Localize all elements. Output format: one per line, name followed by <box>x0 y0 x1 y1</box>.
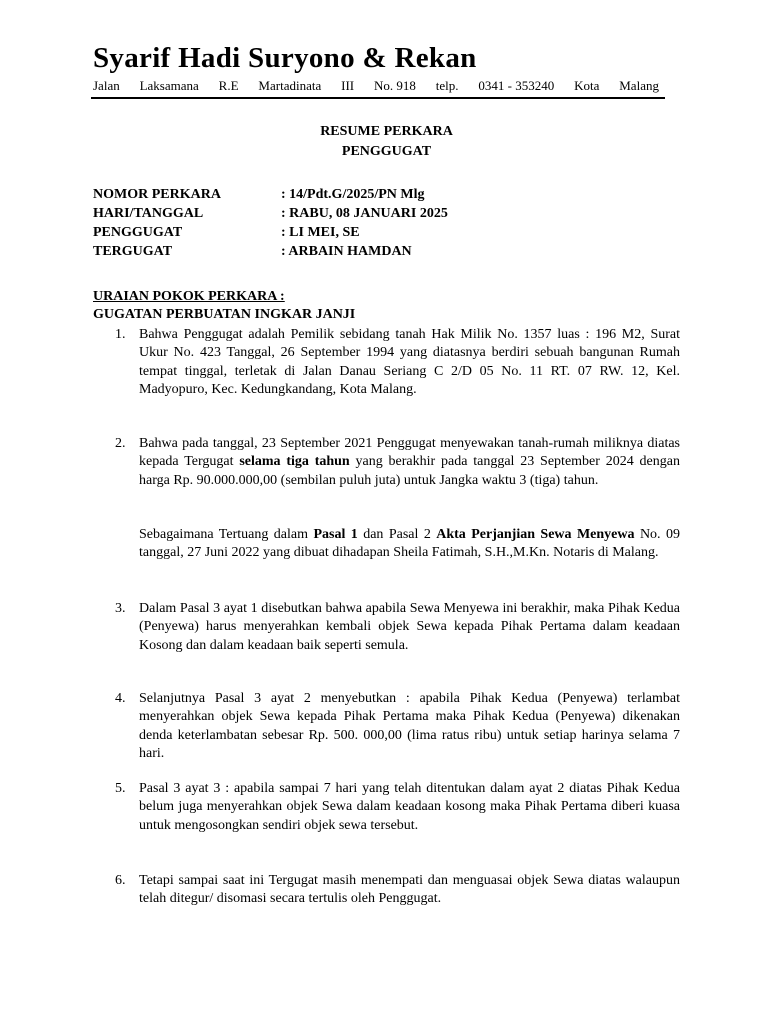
text-segment: Selanjutnya Pasal 3 ayat 2 menyebutkan : apabila Pihak Kedua (Penyewa) terlambat menyerahkan objek Sewa kepada Pihak Pertama maka Pihak Kedua (Penyewa) dikenakan denda keterlambatan sebesar Rp. 500. 000,00 (lima ratus ribu) untuk setiap harinya selama 7 hari. <box>139 691 680 761</box>
case-info-value: : RABU, 08 JANUARI 2025 <box>281 206 448 221</box>
text-segment-bold: selama tiga tahun <box>239 454 350 470</box>
paragraph <box>139 526 680 563</box>
address-part: telp. <box>435 78 459 93</box>
list-item-text <box>139 690 680 763</box>
list-item-text <box>139 435 680 490</box>
case-info-label: PENGGUGAT <box>93 225 183 240</box>
text-segment: dan Pasal 2 <box>357 527 437 542</box>
list-item-number: 4. <box>115 691 126 706</box>
text-segment: Dalam Pasal 3 ayat 1 disebutkan bahwa apabila Sewa Menyewa ini berakhir, maka Pihak Kedua (Penyewa) harus menyerahkan kembali objek Sewa kepada Pihak Pertama dalam keadaan Kosong dan dalam keadaan baik seperti semula. <box>139 601 680 653</box>
case-info-label: NOMOR PERKARA <box>93 187 221 202</box>
list-item-number: 3. <box>115 601 126 616</box>
text-segment: Tetapi sampai saat ini Tergugat masih menempati dan menguasai objek Sewa diatas walaupun telah ditegur/ disomasi secara tertulis oleh Penggugat. <box>139 873 680 907</box>
section-heading: URAIAN POKOK PERKARA : <box>93 289 285 304</box>
text-segment: No. 09 tanggal, 27 Juni 2022 yang dibuat dihadapan Sheila Fatimah, S.H.,M.Kn. Notaris di Malang. <box>139 527 680 561</box>
section-subheading: GUGATAN PERBUATAN INGKAR JANJI <box>93 307 356 322</box>
case-info-value: : 14/Pdt.G/2025/PN Mlg <box>281 187 425 202</box>
case-info-label: HARI/TANGGAL <box>93 206 204 221</box>
firm-name: Syarif Hadi Suryono & Rekan <box>93 42 477 74</box>
header-divider <box>91 97 665 99</box>
document-title: RESUME PERKARA <box>320 124 453 139</box>
text-segment: yang berakhir pada tanggal 23 September 2024 dengan harga Rp. 90.000.000,00 (sembilan puluh juta) untuk Jangka waktu 3 (tiga) tahun. <box>139 454 680 488</box>
list-item-text <box>139 872 680 909</box>
list-item-number: 5. <box>115 781 126 796</box>
document-subtitle: PENGGUGAT <box>341 144 432 159</box>
address-part: Laksamana <box>139 78 199 93</box>
text-segment: Bahwa Penggugat adalah Pemilik sebidang tanah Hak Milik No. 1357 luas : 196 M2, Surat Ukur No. 423 Tanggal, 26 September 1994 yang diatasnya berdiri sebuah bangunan Rumah tempat tinggal, terletak di Jalan Danau Seriang C 2/D 05 No. 11 RT. 07 RW. 12, Kel. Madyopuro, Kec. Kedungkandang, Kota Malang. <box>139 327 680 397</box>
address-part: 0341 - 353240 <box>478 78 555 93</box>
list-item-text <box>139 600 680 655</box>
case-info-value: : ARBAIN HAMDAN <box>281 244 412 259</box>
list-item-text <box>139 326 680 399</box>
text-segment: Pasal 3 ayat 3 : apabila sampai 7 hari yang telah ditentukan dalam ayat 2 diatas Pihak Kedua belum juga menyerahkan objek Sewa dalam keadaan kosong maka Pihak Pertama diberi kuasa untuk mengosongkan sendiri objek sewa tersebut. <box>139 781 680 833</box>
list-item-number: 1. <box>115 327 126 342</box>
address-part: Malang <box>619 78 659 93</box>
list-item-text <box>139 780 680 835</box>
case-info-label: TERGUGAT <box>93 244 173 259</box>
address-part: III <box>341 78 355 93</box>
text-segment-bold: Akta Perjanjian Sewa Menyewa <box>436 527 635 542</box>
list-item-number: 2. <box>115 436 126 451</box>
address-part: Martadinata <box>258 78 322 93</box>
text-segment-bold: Pasal 1 <box>313 527 358 542</box>
text-segment: Sebagaimana Tertuang dalam <box>139 527 314 542</box>
address-part: Kota <box>574 78 600 93</box>
list-item-number: 6. <box>115 873 126 888</box>
firm-address <box>93 78 659 94</box>
text-segment: Bahwa pada tanggal, 23 September 2021 Penggugat menyewakan tanah-rumah miliknya diatas kepada Tergugat <box>139 436 680 470</box>
address-part: R.E <box>218 78 239 93</box>
address-part: No. 918 <box>373 78 416 93</box>
case-info-value: : LI MEI, SE <box>281 225 360 240</box>
address-part: Jalan <box>93 78 120 93</box>
